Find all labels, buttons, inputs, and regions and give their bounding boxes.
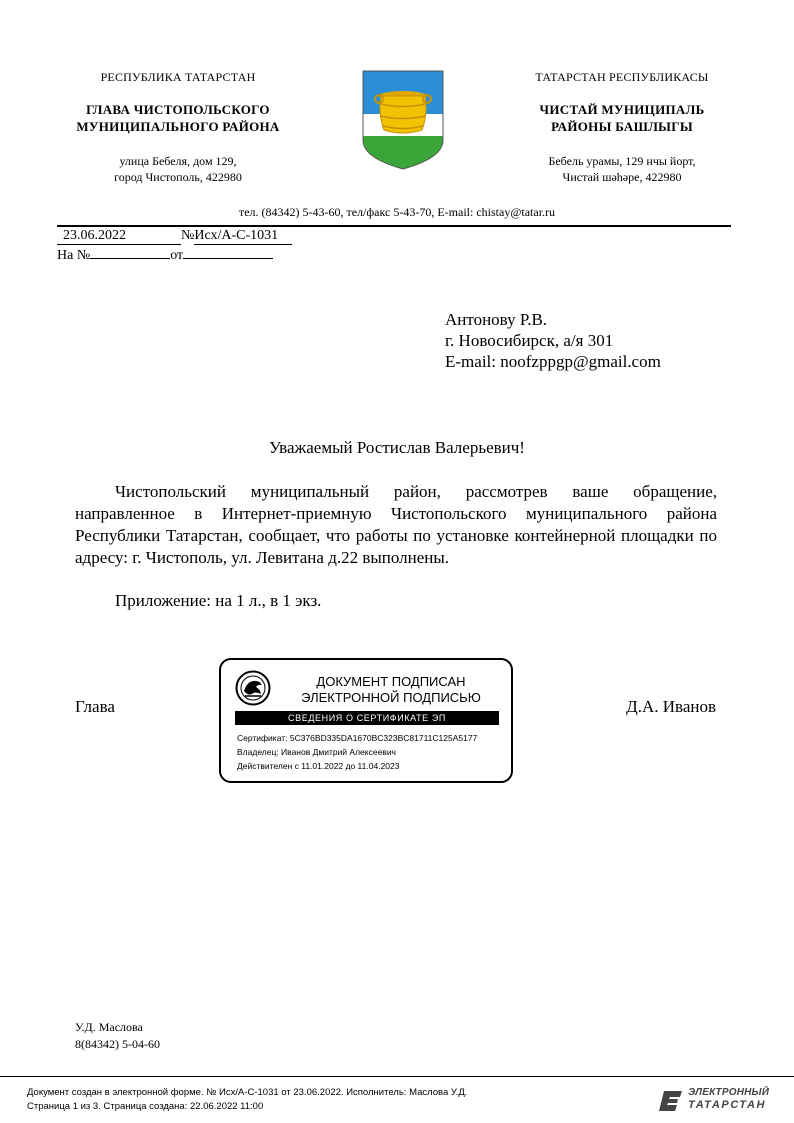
executor-block <box>75 1019 160 1053</box>
stamp-validity: Действителен с 11.01.2022 до 11.04.2023 <box>237 761 400 771</box>
letter-body: Чистопольский муниципальный район, рассмотрев ваше обращение, направленное в Интернет-приемную Чистопольского муниципального района Республики Татарстан, сообщает, что работы по установке контейнерной площадки по адресу: г. Чистополь, ул. Левитана д.22 выполнены. <box>75 482 717 567</box>
addressee-address: г. Новосибирск, а/я 301 <box>445 331 614 350</box>
letterhead-left <box>28 70 328 185</box>
republic-name-tt: ТАТАРСТАН РЕСПУБЛИКАСЫ <box>535 70 709 84</box>
outgoing-reference <box>57 228 292 245</box>
stamp-certificate: Сертификат: 5C376BD335DA1670BC323BC81711C125A5177 <box>237 733 478 743</box>
salutation: Уважаемый Ростислав Валерьевич! <box>269 438 525 457</box>
signer-position: Глава <box>75 697 115 716</box>
organization-address-ru: улица Бебеля, дом 129, город Чистополь, 422980 <box>114 154 242 184</box>
organization-name-tt: ЧИСТАЙ МУНИЦИПАЛЬ РАЙОНЫ БАШЛЫГЫ <box>539 102 705 134</box>
signer-name: Д.А. Иванов <box>626 697 716 716</box>
letterhead-right <box>472 70 772 185</box>
reply-to-label: На № <box>57 248 91 263</box>
footer-info <box>27 1086 467 1114</box>
electronic-tatarstan-logo: ЭЛЕКТРОННЫЙ ТАТАРСТАН <box>658 1087 770 1115</box>
e-tatarstan-icon <box>658 1089 684 1113</box>
number-sign: № <box>181 228 195 243</box>
contacts-line: тел. (84342) 5-43-60, тел/факс 5-43-70, E-mail: chistay@tatar.ru <box>238 205 556 219</box>
executor-name: У.Д. Маслова <box>75 1020 143 1034</box>
incoming-reference <box>57 248 273 264</box>
letterhead-divider <box>57 225 731 227</box>
addressee-block <box>445 309 661 372</box>
stamp-owner: Владелец: Иванов Дмитрий Алексеевич <box>237 747 396 757</box>
reference-number: Исх/А-С-1031 <box>194 228 292 245</box>
footer-divider <box>0 1076 794 1077</box>
coat-of-arms-icon <box>362 70 444 170</box>
organization-name-ru: ГЛАВА ЧИСТОПОЛЬСКОГО МУНИЦИПАЛЬНОГО РАЙОНА <box>76 102 280 134</box>
stamp-title: ДОКУМЕНТ ПОДПИСАН ЭЛЕКТРОННОЙ ПОДПИСЬЮ <box>301 674 481 705</box>
stamp-certificate-header: СВЕДЕНИЯ О СЕРТИФИКАТЕ ЭП <box>235 711 499 725</box>
executor-phone: 8(84342) 5-04-60 <box>75 1037 160 1051</box>
e-signature-stamp <box>219 658 513 783</box>
from-label: от <box>170 248 184 263</box>
addressee-email: E-mail: noofzppgp@gmail.com <box>445 352 661 371</box>
footer-document-info: Документ создан в электронной форме. № Исх/А-С-1031 от 23.06.2022. Исполнитель: Маслова У.Д. <box>27 1087 468 1098</box>
republic-name-ru: РЕСПУБЛИКА ТАТАРСТАН <box>100 70 256 84</box>
footer-page-info: Страница 1 из 3. Страница создана: 22.06.2022 11:00 <box>27 1101 264 1112</box>
organization-address-tt: Бебель урамы, 129 нчы йорт, Чистай шәһәре, 422980 <box>548 154 696 184</box>
reference-date: 23.06.2022 <box>57 228 181 245</box>
tatarstan-emblem-icon <box>235 670 271 706</box>
attachment-note: Приложение: на 1 л., в 1 экз. <box>115 591 322 610</box>
addressee-name: Антонову Р.В. <box>445 310 548 329</box>
